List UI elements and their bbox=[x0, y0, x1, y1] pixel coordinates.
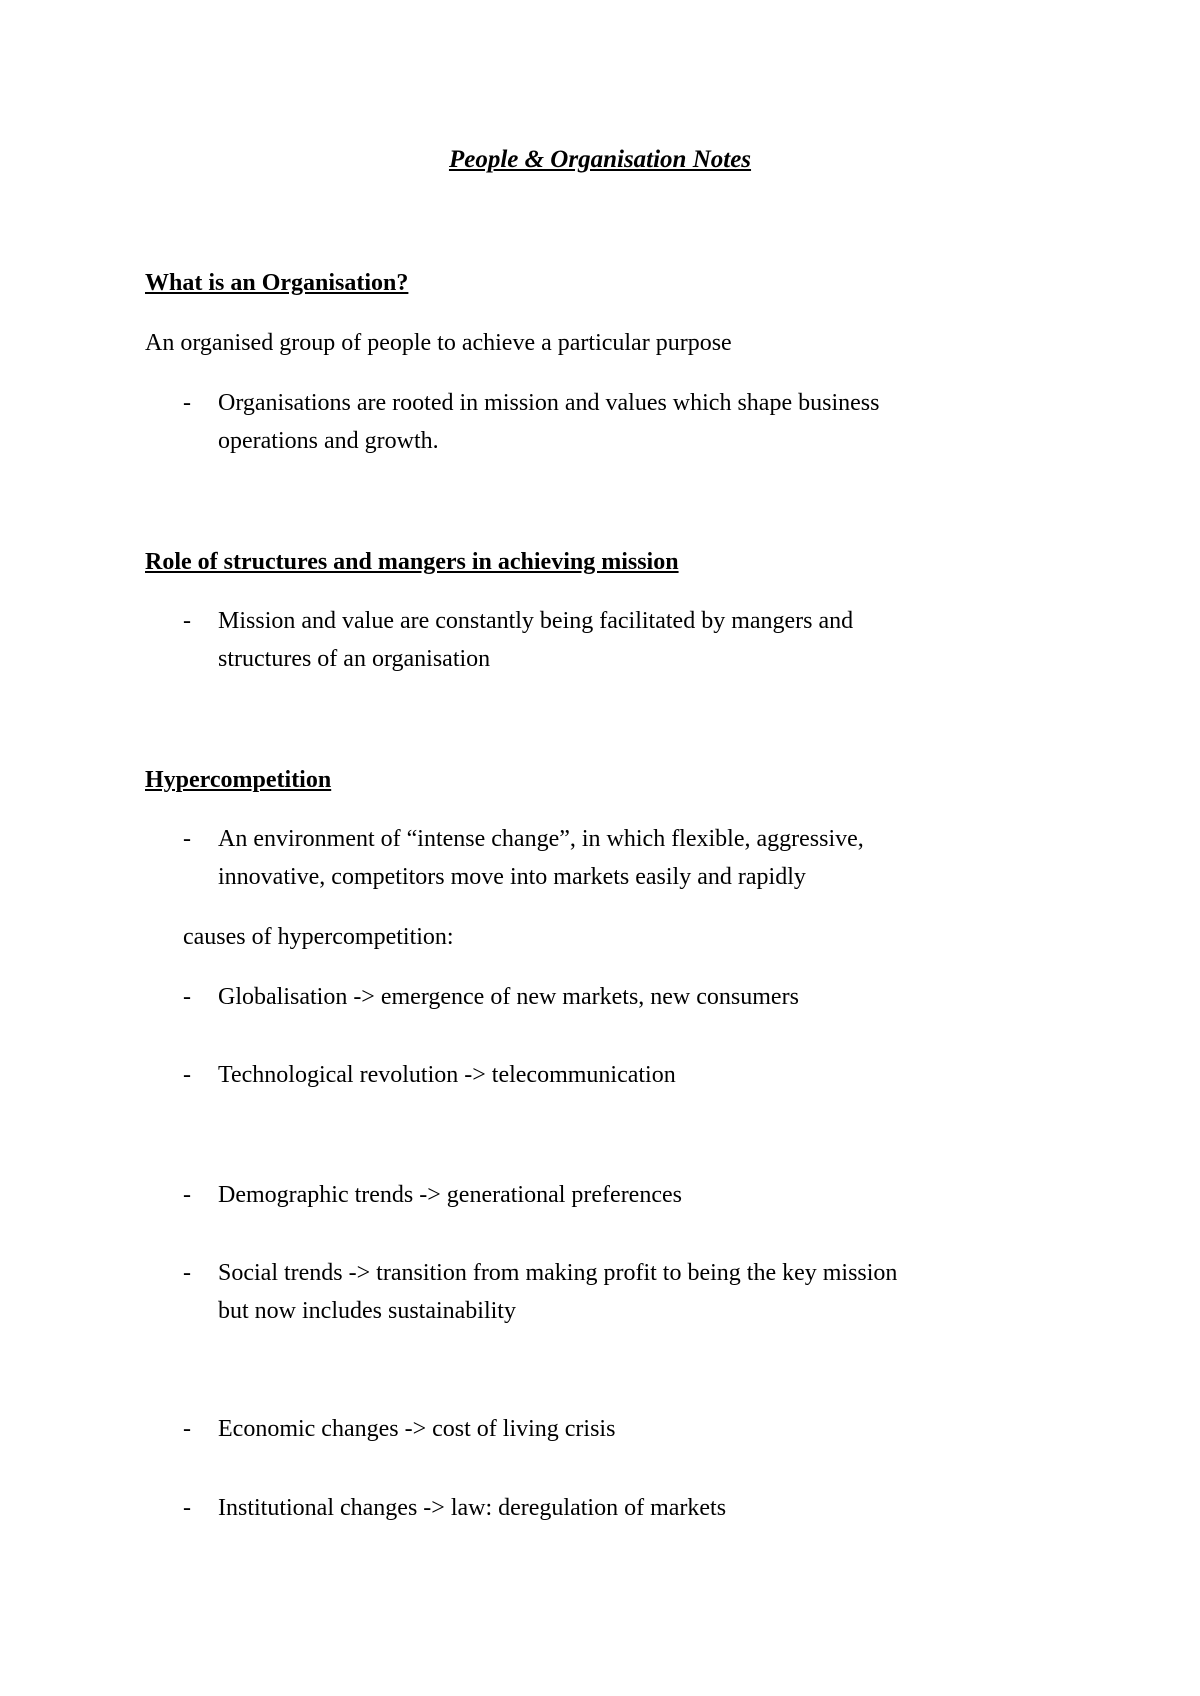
section-heading-hypercompetition: Hypercompetition bbox=[145, 767, 332, 793]
cause-item-globalisation: Globalisation -> emergence of new markets, new consumers bbox=[218, 984, 799, 1010]
cause-item-economic: Economic changes -> cost of living crisis bbox=[218, 1416, 616, 1442]
bullet-marker: - bbox=[183, 1495, 191, 1521]
bullet-marker: - bbox=[183, 1260, 191, 1286]
section-intro: An organised group of people to achieve a particular purpose bbox=[145, 330, 732, 356]
cause-item-demographic: Demographic trends -> generational preferences bbox=[218, 1182, 682, 1208]
bullet-marker: - bbox=[183, 984, 191, 1010]
bullet-marker: - bbox=[183, 1062, 191, 1088]
bullet-marker: - bbox=[183, 390, 191, 416]
bullet-text-line: structures of an organisation bbox=[218, 646, 491, 672]
causes-label: causes of hypercompetition: bbox=[183, 924, 454, 950]
bullet-text-line: An environment of “intense change”, in which flexible, aggressive, bbox=[218, 826, 864, 852]
bullet-text-line: operations and growth. bbox=[218, 428, 439, 454]
bullet-text-line: Mission and value are constantly being facilitated by mangers and bbox=[218, 608, 854, 634]
document-title: People & Organisation Notes bbox=[448, 146, 752, 173]
bullet-text-line: innovative, competitors move into markets easily and rapidly bbox=[218, 864, 806, 890]
cause-item-institutional: Institutional changes -> law: deregulation of markets bbox=[218, 1495, 727, 1521]
cause-item-social: Social trends -> transition from making profit to being the key mission bbox=[218, 1260, 898, 1286]
bullet-marker: - bbox=[183, 826, 191, 852]
cause-item-technological: Technological revolution -> telecommunication bbox=[218, 1062, 676, 1088]
bullet-marker: - bbox=[183, 608, 191, 634]
bullet-text-line: Organisations are rooted in mission and values which shape business bbox=[218, 390, 880, 416]
cause-item-social-continued: but now includes sustainability bbox=[218, 1298, 516, 1324]
section-heading-organisation: What is an Organisation? bbox=[145, 270, 409, 296]
bullet-marker: - bbox=[183, 1182, 191, 1208]
bullet-marker: - bbox=[183, 1416, 191, 1442]
section-heading-role-of-structures: Role of structures and mangers in achieving mission bbox=[145, 549, 679, 575]
